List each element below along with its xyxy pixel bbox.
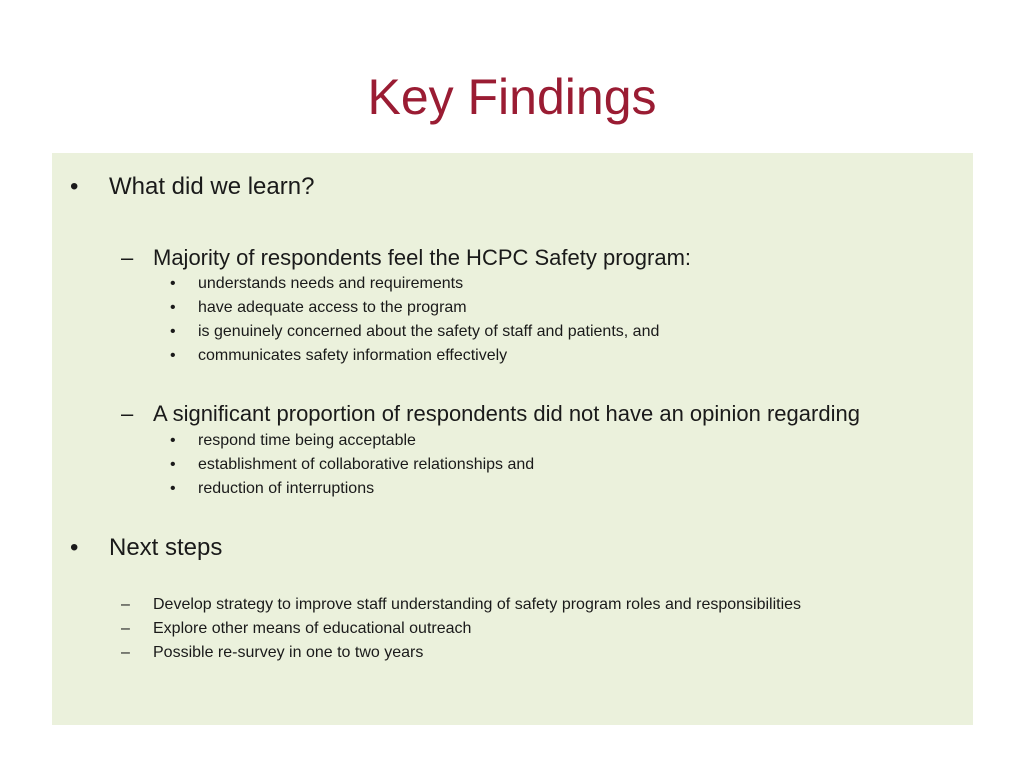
list-item: Possible re-survey in one to two years <box>153 644 424 661</box>
list-item: respond time being acceptable <box>198 432 416 449</box>
list-item: communicates safety information effectively <box>198 347 508 364</box>
slide-title: Key Findings <box>367 69 657 125</box>
dash-marker: – <box>121 245 134 270</box>
list-item: reduction of interruptions <box>198 480 375 497</box>
list-item: understands needs and requirements <box>198 275 464 292</box>
list-item: establishment of collaborative relationships and <box>198 456 535 473</box>
sub-bullet-marker: • <box>170 347 176 364</box>
sub-bullet-marker: • <box>170 323 176 340</box>
list-item: Explore other means of educational outreach <box>153 620 472 637</box>
dash-marker: – <box>121 620 130 637</box>
significant-text: A significant proportion of respondents did not have an opinion regarding <box>153 401 860 426</box>
majority-text: Majority of respondents feel the HCPC Safety program: <box>153 245 692 270</box>
bullet-marker: • <box>70 173 79 200</box>
next-steps-heading: Next steps <box>109 534 223 561</box>
sub-bullet-marker: • <box>170 480 176 497</box>
list-item: have adequate access to the program <box>198 299 467 316</box>
sub-bullet-marker: • <box>170 275 176 292</box>
dash-marker: – <box>121 596 130 613</box>
dash-marker: – <box>121 401 134 426</box>
list-item: Develop strategy to improve staff understanding of safety program roles and responsibilities <box>153 596 802 613</box>
sub-bullet-marker: • <box>170 432 176 449</box>
content-box <box>52 153 973 725</box>
list-item: is genuinely concerned about the safety of staff and patients, and <box>198 323 660 340</box>
learn-heading: What did we learn? <box>109 173 315 200</box>
dash-marker: – <box>121 644 130 661</box>
sub-bullet-marker: • <box>170 456 176 473</box>
sub-bullet-marker: • <box>170 299 176 316</box>
bullet-marker: • <box>70 534 79 561</box>
